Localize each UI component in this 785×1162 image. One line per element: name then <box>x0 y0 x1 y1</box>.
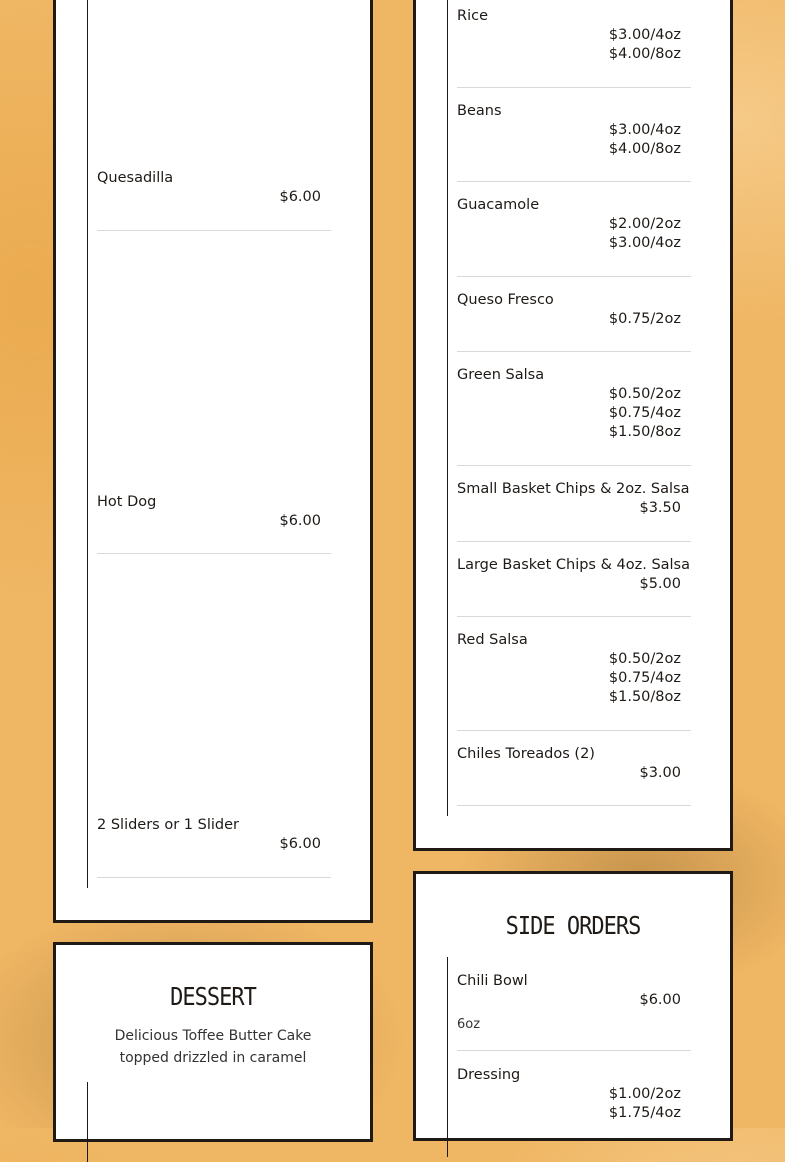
item-price: $3.00/4oz <box>608 122 681 138</box>
item-price: $1.00/2oz <box>608 1086 681 1102</box>
item-price: $5.00 <box>639 576 681 592</box>
item-name: Green Salsa <box>457 367 545 383</box>
item-price: $1.50/8oz <box>608 424 681 440</box>
item-divider <box>457 805 691 806</box>
item-price: $1.50/8oz <box>608 689 681 705</box>
item-divider <box>457 276 691 277</box>
item-price: $0.50/2oz <box>608 651 681 667</box>
item-price: $0.75/4oz <box>608 670 681 686</box>
menu-item-chiles-toreados[interactable] <box>457 746 691 791</box>
item-name: Dressing <box>457 1067 521 1083</box>
dessert-description: Delicious Toffee Butter Cake topped drizzled in caramel <box>114 1028 312 1066</box>
dessert-card <box>53 942 373 1142</box>
item-price: $2.00/2oz <box>608 216 681 232</box>
item-divider <box>457 181 691 182</box>
item-name: Large Basket Chips & 4oz. Salsa <box>457 557 690 573</box>
menu-item-chili-bowl[interactable] <box>457 973 691 1038</box>
menu-item-dressing[interactable] <box>457 1067 691 1127</box>
menu-item-large-basket-chips[interactable] <box>457 557 691 602</box>
item-price: $1.75/4oz <box>608 1105 681 1121</box>
item-price: $3.00/4oz <box>608 235 681 251</box>
item-price: $4.00/8oz <box>608 141 681 157</box>
item-name: Hot Dog <box>97 494 157 510</box>
item-price: $3.00 <box>639 765 681 781</box>
item-divider <box>457 616 691 617</box>
item-name: Quesadilla <box>97 170 174 186</box>
item-price: $6.00 <box>279 836 321 852</box>
side-orders-card <box>413 871 733 1141</box>
item-price: $0.75/4oz <box>608 405 681 421</box>
item-divider <box>457 465 691 466</box>
right-menu-card <box>413 0 733 851</box>
item-divider <box>457 351 691 352</box>
item-price: $0.75/2oz <box>608 311 681 327</box>
item-price: $6.00 <box>279 513 321 529</box>
item-divider <box>97 877 331 878</box>
item-name: Chili Bowl <box>457 973 528 989</box>
item-price: $6.00 <box>639 992 681 1008</box>
menu-item-quesadilla[interactable] <box>97 170 331 235</box>
side-orders-title: SIDE ORDERS <box>505 912 641 941</box>
menu-item-small-basket-chips[interactable] <box>457 481 691 526</box>
item-name: Queso Fresco <box>457 292 554 308</box>
item-price: $6.00 <box>279 189 321 205</box>
item-divider <box>457 1050 691 1051</box>
menu-item-sliders[interactable] <box>97 817 331 862</box>
item-name: Guacamole <box>457 197 540 213</box>
item-note: 6oz <box>457 1017 481 1032</box>
item-name: Small Basket Chips & 2oz. Salsa <box>457 481 690 497</box>
item-name: Rice <box>457 8 488 24</box>
item-price: $3.50 <box>639 500 681 516</box>
item-divider <box>457 541 691 542</box>
dessert-card-rule <box>87 1082 88 1162</box>
item-name: Chiles Toreados (2) <box>457 746 595 762</box>
item-divider <box>457 87 691 88</box>
item-divider <box>97 553 331 554</box>
right-card-rule <box>447 0 448 816</box>
item-name: Red Salsa <box>457 632 528 648</box>
left-menu-card <box>53 0 373 923</box>
dessert-title: DESSERT <box>170 983 256 1012</box>
menu-item-red-salsa[interactable] <box>457 632 691 712</box>
item-price: $0.50/2oz <box>608 386 681 402</box>
menu-item-guacamole[interactable] <box>457 197 691 267</box>
menu-item-queso-fresco[interactable] <box>457 292 691 337</box>
item-divider <box>97 230 331 231</box>
menu-item-beans[interactable] <box>457 103 691 173</box>
item-price: $4.00/8oz <box>608 46 681 62</box>
item-price: $3.00/4oz <box>608 27 681 43</box>
item-name: Beans <box>457 103 502 119</box>
left-card-rule <box>87 0 88 888</box>
item-name: 2 Sliders or 1 Slider <box>97 817 239 833</box>
menu-item-green-salsa[interactable] <box>457 367 691 447</box>
menu-item-hot-dog[interactable] <box>97 494 331 539</box>
menu-item-rice[interactable] <box>457 8 691 78</box>
item-divider <box>457 730 691 731</box>
side-orders-card-rule <box>447 957 448 1157</box>
